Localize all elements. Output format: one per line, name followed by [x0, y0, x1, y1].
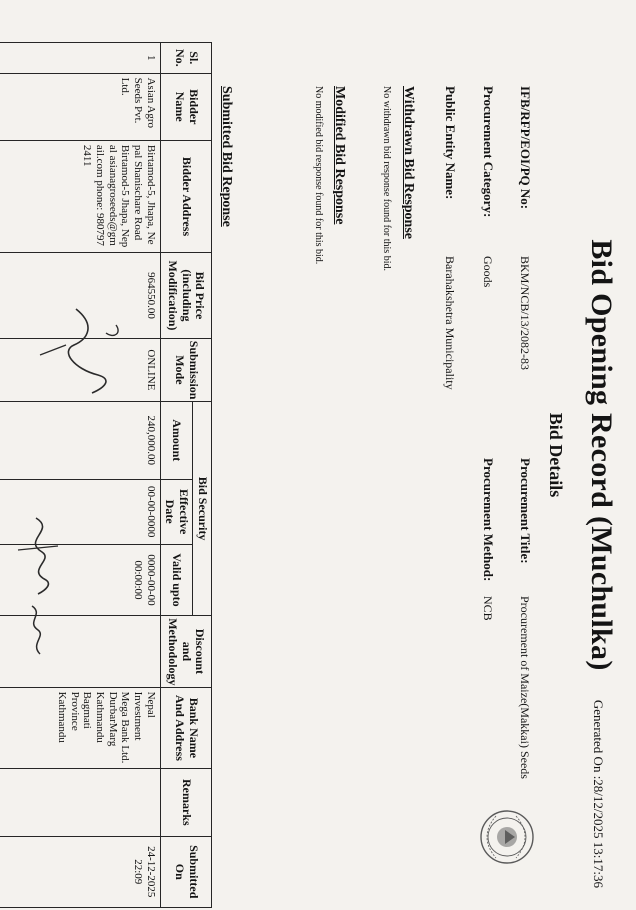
modified-note: No modified bid response found for this bid. — [313, 86, 324, 265]
procurement-title-value: Procurement of Maize(Makkai) Seeds — [518, 596, 532, 779]
withdrawn-heading: Withdrawn Bid Response — [401, 86, 416, 240]
cell-bank: Nepal Investment Mega Bank Ltd. DurbarMarg Kathmandu Bagmati Province Kathmandu — [0, 687, 160, 769]
signature-2-icon — [10, 510, 66, 600]
header-sl-no: Sl. No. — [160, 43, 211, 74]
submitted-bid-table — [0, 42, 212, 908]
header-discount: Discount and Methodology — [160, 616, 211, 687]
procurement-category-label: Procurement Category: — [481, 86, 496, 218]
header-remarks: Remarks — [160, 769, 211, 836]
page-title: Bid Opening Record (Muchulka) — [585, 239, 618, 671]
procurement-method-value: NCB — [481, 596, 495, 621]
header-valid-upto: Valid upto — [160, 544, 193, 615]
header-submitted-on: Submitted On — [160, 836, 211, 908]
cell-bid-price: 964550.00 — [0, 253, 160, 339]
header-bidder-name: Bidder Name — [160, 73, 211, 140]
cell-effective-date: 00-00-0000 — [0, 479, 160, 544]
page-subtitle: Bid Details — [546, 412, 566, 498]
header-bid-security: Bid Security — [193, 402, 212, 616]
cell-valid-upto: 0000-00-00 00:00:00 — [0, 544, 160, 615]
public-entity-value: Barahakshetra Municipality — [443, 256, 457, 390]
header-effective-date: Effective Date — [160, 479, 193, 544]
signature-1-icon — [26, 295, 136, 405]
cell-amount: 240,000.00 — [0, 402, 160, 480]
cell-bidder-address: Birtamod-5, Jhapa, Nepal Shanischare Road Birtamod-5 Jhapa, Nepal asianagroseeds@gmail.com phone: 9807972411 — [0, 140, 160, 252]
header-bid-price: Bid Price (including Modification) — [160, 253, 211, 339]
procurement-method-label: Procurement Method: — [481, 458, 496, 582]
header-bank: Bank Name And Address — [160, 687, 211, 769]
submitted-heading: Submitted Bid Reponse — [219, 86, 234, 227]
table-row — [0, 43, 160, 908]
procurement-title-label: Procurement Title: — [518, 458, 533, 564]
cell-bidder-name: Asian Agro Seeds Pvt. Ltd. — [0, 73, 160, 140]
cell-submission-mode: ONLINE — [0, 338, 160, 401]
header-bidder-address: Bidder Address — [160, 140, 211, 252]
cell-remarks — [0, 769, 160, 836]
modified-heading: Modified Bid Response — [332, 86, 347, 225]
withdrawn-note: No withdrawn bid response found for this bid. — [381, 86, 392, 271]
generated-timestamp: Generated On :28/12/2025 13:17:36 — [591, 699, 606, 888]
ifb-value: BKM/NCB/13/2082-83 — [518, 256, 532, 371]
header-amount: Amount — [160, 402, 193, 480]
signature-3-icon — [16, 600, 52, 660]
municipality-seal-icon — [478, 808, 536, 866]
cell-sl: 1 — [0, 43, 160, 74]
cell-submitted-on: 24-12-2025 22:09 — [0, 836, 160, 908]
public-entity-label: Public Entity Name: — [443, 86, 458, 200]
ifb-label: IFB/RFP/EOI/PQ No: — [518, 86, 533, 210]
header-submission-mode: Submission Mode — [160, 338, 211, 401]
procurement-category-value: Goods — [481, 256, 495, 288]
